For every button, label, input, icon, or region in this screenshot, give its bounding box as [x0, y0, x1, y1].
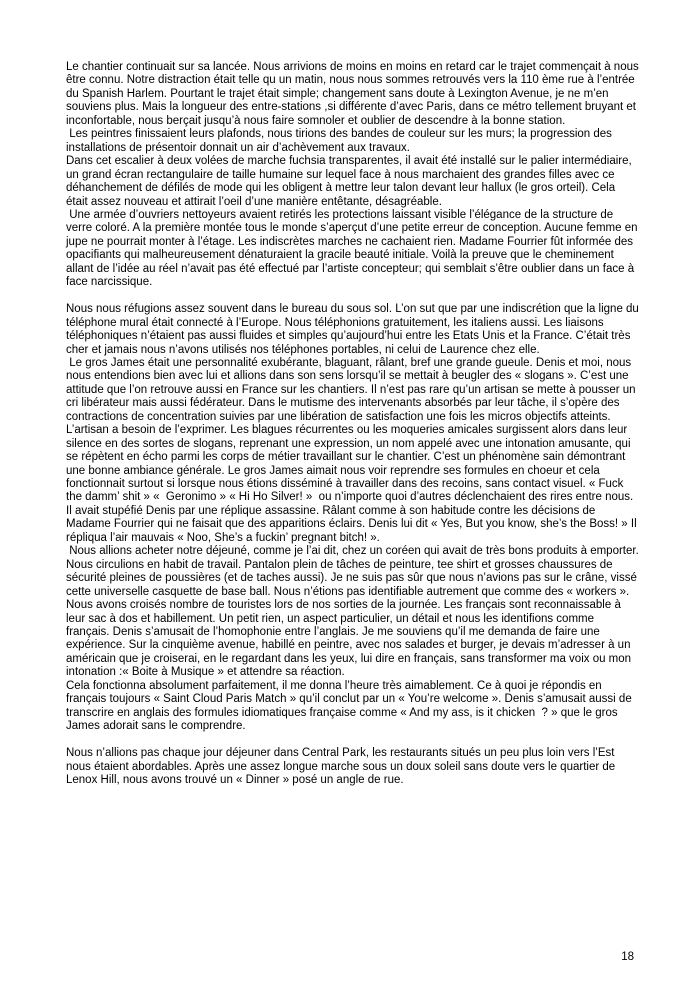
paragraph-3: Dans cet escalier à deux volées de marche fuchsia transparentes, il avait été installé sur le palier intermédiaire, un grand écran rectangulaire de taille humaine sur lequel face à nous marchaient des grandes filles avec ce déhanchement de défilés de mode qui les obligent à mettre leur talon devant leur hallux (le gros orteil). Cela était assez nouveau et attirait l’oeil d’une manière entêtante, désagréable. — [66, 155, 635, 208]
paragraph-7: Nous allions acheter notre déjeuné, comme je l’ai dit, chez un coréen qui avait de très bons produits à emporter. Nous circulions en habit de travail. Pantalon plein de tâches de peinture, tee shirt et grosses chaussures de sécurité pleines de poussières (et de taches aussi). Je ne suis pas sûr que nous n’avions pas sur le crâne, vissé cette universelle casquette de base ball. Nous n’étions pas identifiable autrement que comme des « workers ». Nous avons croisés nombre de touristes lors de nos sorties de la journée. Les français sont reconnaissable à leur sac à dos et habillement. Un petit rien, un aspect particulier, un détail et nous les identifions comme français. Denis s’amusait de l’homophonie entre l’anglais. Je me souviens qu’il me demanda de faire une expérience. Sur la cinquième avenue, habillé en peintre, avec nos salades et burger, je devais m’adresser à un américain que je croiserai, en le regardant dans les yeux, lui dire en français, sans transformer ma voix ou mon intonation :« Boite à Musique » et attendre sa réaction. — [66, 545, 642, 679]
page-text — [66, 61, 643, 787]
paragraph-4: Une armée d’ouvriers nettoyeurs avaient retirés les protections laissant visible l’élégance de la structure de verre coloré. A la première montée tous le monde s’aperçut d’une petite erreur de conception. Aucune femme en jupe ne pourrait monter à l’étage. Les indiscrètes marches ne cachaient rien. Madame Fourrier fût informée des opacifiants qui malheureusement dénaturaient la gracile beauté initiale. Voilà la preuve que le cheminement allant de l’idée au réel n’avait pas été effectué par l’artiste concepteur; qui semblait s’être oublier dans un face à face narcissique. — [66, 208, 641, 289]
paragraph-1: Le chantier continuait sur sa lancée. Nous arrivions de moins en moins en retard car le trajet commençait à nous être connu. Notre distraction était telle qu un matin, nous nous sommes retrouvés vers la 110 ème rue à l’entrée du Spanish Harlem. Pourtant le trajet était simple; changement sans doute à Lexington Avenue, je ne m’en souviens plus. Mais la longueur des entre-stations ,si différente d’avec Paris, dans ce métro tellement bruyant et inconfortable, nous berçait jusqu’à nous faire somnoler et oublier de descendre à la bonne station. — [66, 61, 642, 127]
paragraph-9: Nous n’allions pas chaque jour déjeuner dans Central Park, les restaurants situés un peu plus loin vers l’Est nous étaient abordables. Après une assez longue marche sous un doux soleil sans doute vers le quartier de Lenox Hill, nous avons trouvé un « Dinner » posé un angle de rue. — [66, 747, 619, 786]
paragraph-6: Le gros James était une personnalité exubérante, blaguant, râlant, bref une grande gueule. Denis et moi, nous nous entendions bien avec lui et allions dans son sens lorsqu’il se mettait à beugler des « slogans ». C’est une attitude que l’on retrouve aussi en France sur les chantiers. Il n’est pas rare qu’un artisan se mette à pousser un cri libérateur mais aussi fédérateur. Dans le mutisme des intervenants absorbés par leur tâche, il s’opère des contractions de concentration suivies par une libération de satisfaction une fois les micros objectifs atteints. L’artisan a besoin de l’exprimer. Les blagues récurrentes ou les moqueries amicales surgissent alors dans leur silence en des sortes de slogans, reprenant une expression, un nom appelé avec une intonation amusante, qui se répètent en écho parmi les corps de métier travaillant sur le chantier. C’est un phénomène sain démontrant une bonne ambiance générale. Le gros James aimait nous voir reprendre ses formules en choeur et cela fonctionnait surtout si lorsque nous étions disséminé à travailler dans des recoins, sans contact visuel. « Fuck the damm’ shit » « Geronimo » « Hi Ho Silver! » ou n’importe quoi d’autres déclenchaient des rires entre nous. Il avait stupéfié Denis par une réplique assassine. Râlant comme à son habitude contre les décisions de Madame Fourrier qui ne faisait que des apparitions éclairs. Denis lui dit « Yes, But you know, she’s the Boss! » Il répliqua l’air mauvais « Noo, She’s a fuckin’ pregnant bitch! ». — [66, 356, 640, 544]
paragraph-5: Nous nous réfugions assez souvent dans le bureau du sous sol. L’on sut que par une indiscrétion que la ligne du téléphone mural était connecté à l’Europe. Nous téléphonions gratuitement, les italiens aussi. Les liaisons téléphoniques n’étaient pas aussi fluides et simples qu’aujourd’hui entre les Etats Unis et la France. C’était très cher et jamais nous n’avons utilisés nos téléphones portables, ni celui de Laurence chez elle. — [66, 303, 643, 356]
paragraph-8: Cela fonctionna absolument parfaitement, il me donna l’heure très aimablement. Ce à quoi je répondis en français toujours « Saint Cloud Paris Match » qu’il conclut par un « You’re welcome ». Denis s’amusait aussi de transcrire en anglais des formules idiomatiques française comme « And my ass, is it chicken ? » que le gros James adorait sans le comprendre. — [66, 679, 635, 733]
page-number: 18 — [621, 951, 634, 963]
paragraph-2: Les peintres finissaient leurs plafonds, nous tirions des bandes de couleur sur les murs; la progression des installations de présentoir donnait un air d’achèvement aux travaux. — [66, 128, 616, 154]
